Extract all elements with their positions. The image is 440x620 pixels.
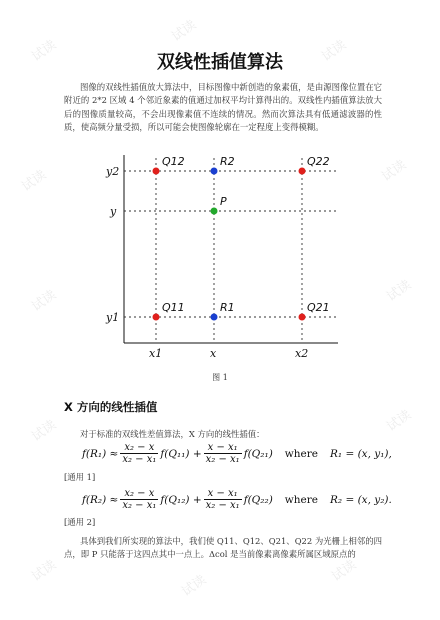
intro-paragraph: 图像的双线性插值放大算法中，目标图像中新创造的象素值，是由源图像位置在它附近的 2*2 区域 4 个邻近象素的值通过加权平均计算得出的。双线性内插值算法放大后的图像质量较高，不会出现像素值不连续的情况。然而次算法具有低通滤波器的性质，使高频分量受损，所以可能会使图像轮廓在一定程度上变得模糊。 [64, 82, 382, 133]
axis-label-x2: x2 [295, 347, 309, 360]
watermark: 试读 [179, 572, 210, 600]
axis-label-y2: y2 [106, 165, 120, 178]
watermark: 试读 [329, 557, 360, 585]
fraction: $\frac{\text{x − x₁}}{\text{x₂ − x₁}}$ [205, 488, 240, 511]
formula-term: f(Q₂₁) [243, 447, 273, 460]
paragraph-x-interp: 对于标准的双线性差值算法，X 方向的线性插值： [80, 429, 265, 439]
section-heading: X 方向的线性插值 [64, 400, 158, 414]
watermark: 试读 [384, 407, 415, 435]
point-p [211, 208, 218, 215]
fraction: $\frac{\text{x − x₁}}{\text{x₂ − x₁}}$ [205, 442, 240, 465]
watermark: 试读 [19, 167, 50, 195]
paragraph-implementation: 具体到我们所实现的算法中，我们使 Q11、Q12、Q21、Q22 为光栅上相邻的四点，即 P 只能落于这四点其中一点上。Δcol 是当前像素离像素所属区域原点的 [64, 536, 382, 560]
axis-label-y: y [110, 205, 117, 218]
label-q12: Q12 [162, 155, 185, 168]
formula-term: f(Q₂₂) [243, 493, 273, 506]
formula-lhs: f(R₂) ≈ [82, 493, 119, 506]
bilinear-diagram [104, 153, 344, 363]
formula-where: where [284, 447, 318, 460]
formula-lhs: f(R₁) ≈ [82, 447, 119, 460]
page-title: 双线性插值算法 [157, 52, 283, 73]
watermark: 试读 [29, 37, 60, 65]
watermark: 试读 [29, 417, 60, 445]
watermark: 试读 [379, 157, 410, 185]
label-q22: Q22 [307, 155, 330, 168]
axis-label-x1: x1 [149, 347, 163, 360]
watermark: 试读 [169, 17, 200, 45]
label-q11: Q11 [162, 301, 185, 314]
point-q22 [299, 168, 306, 175]
point-r2 [211, 168, 218, 175]
point-q21 [299, 314, 306, 321]
point-r1 [211, 314, 218, 321]
watermark: 试读 [29, 287, 60, 315]
formula-where: where [284, 493, 318, 506]
watermark: 试读 [319, 37, 350, 65]
formula-2 [82, 488, 392, 511]
formula-term: f(Q₁₁) + [160, 447, 202, 460]
equation-tag-1: [通用 1] [64, 472, 96, 482]
formula-1 [82, 442, 392, 465]
axis-label-y1: y1 [106, 311, 120, 324]
label-q21: Q21 [307, 301, 330, 314]
formula-term: f(Q₁₂) + [160, 493, 202, 506]
axis-label-x: x [210, 347, 217, 360]
point-q11 [153, 314, 160, 321]
label-p: P [220, 195, 227, 208]
fraction: $\frac{\text{x₂ − x}}{\text{x₂ − x₁}}$ [122, 488, 157, 511]
watermark: 试读 [384, 277, 415, 305]
label-r1: R1 [220, 301, 235, 314]
formula-definition: R₂ = (x, y₂). [330, 493, 392, 506]
figure-caption: 图 1 [212, 373, 228, 382]
label-r2: R2 [220, 155, 235, 168]
formula-definition: R₁ = (x, y₁), [330, 447, 392, 460]
watermark: 试读 [29, 557, 60, 585]
point-q12 [153, 168, 160, 175]
fraction: $\frac{\text{x₂ − x}}{\text{x₂ − x₁}}$ [122, 442, 157, 465]
equation-tag-2: [通用 2] [64, 517, 96, 527]
